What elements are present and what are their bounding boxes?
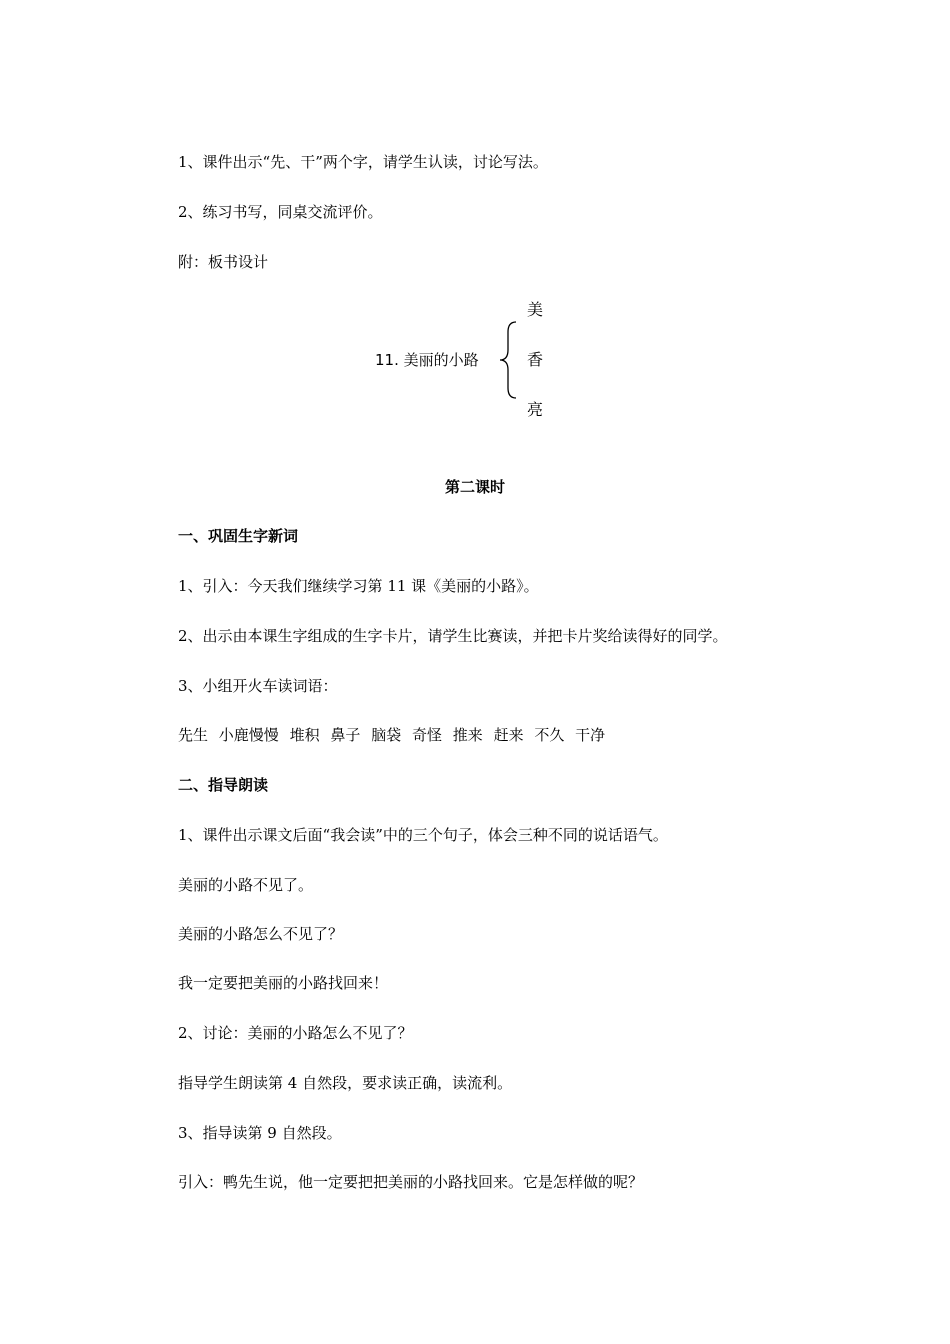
- word: 奇怪: [411, 726, 442, 744]
- section-heading: 二、指导朗读: [178, 776, 269, 794]
- word: 推来: [452, 726, 483, 744]
- paragraph-text: 引入：鸭先生说，他一定要把把美丽的小路找回来。它是怎样做的呢？: [178, 1173, 644, 1191]
- board-title: 11. 美丽的小路: [375, 351, 479, 369]
- paragraph-text: 1、课件出示“先、干”两个字，请学生认读，讨论写法。: [178, 153, 548, 171]
- brace-icon: [496, 320, 520, 400]
- word: 不久: [534, 726, 565, 744]
- word-list: [178, 725, 611, 745]
- board-item: 亮: [527, 400, 544, 419]
- word: 小鹿慢慢: [218, 726, 279, 744]
- paragraph-text: 2、出示由本课生字组成的生字卡片，请学生比赛读，并把卡片奖给读得好的同学。: [178, 627, 728, 645]
- word: 堆积: [289, 726, 320, 744]
- paragraph-text: 2、练习书写，同桌交流评价。: [178, 203, 383, 221]
- board-item: 香: [527, 350, 544, 369]
- sentence-text: 美丽的小路不见了。: [178, 876, 314, 894]
- word: 干净: [575, 726, 606, 744]
- paragraph-text: 2、讨论：美丽的小路怎么不见了？: [178, 1024, 413, 1042]
- sentence-text: 我一定要把美丽的小路找回来！: [178, 974, 389, 992]
- word: 鼻子: [330, 726, 361, 744]
- paragraph-text: 3、指导读第 9 自然段。: [178, 1124, 342, 1142]
- lesson-title: 第二课时: [444, 478, 505, 496]
- word: 先生: [178, 726, 209, 744]
- word: 赶来: [493, 726, 524, 744]
- section-heading: 一、巩固生字新词: [178, 527, 299, 545]
- paragraph-text: 1、课件出示课文后面“我会读”中的三个句子，体会三种不同的说话语气。: [178, 826, 668, 844]
- paragraph-text: 3、小组开火车读词语：: [178, 677, 338, 695]
- paragraph-text: 1、引入：今天我们继续学习第 11 课《美丽的小路》。: [178, 577, 539, 595]
- paragraph-text: 指导学生朗读第 4 自然段，要求读正确，读流利。: [178, 1074, 513, 1092]
- board-item: 美: [527, 300, 544, 319]
- word: 脑袋: [371, 726, 402, 744]
- sentence-text: 美丽的小路怎么不见了？: [178, 925, 344, 943]
- paragraph-text: 附：板书设计: [178, 253, 269, 271]
